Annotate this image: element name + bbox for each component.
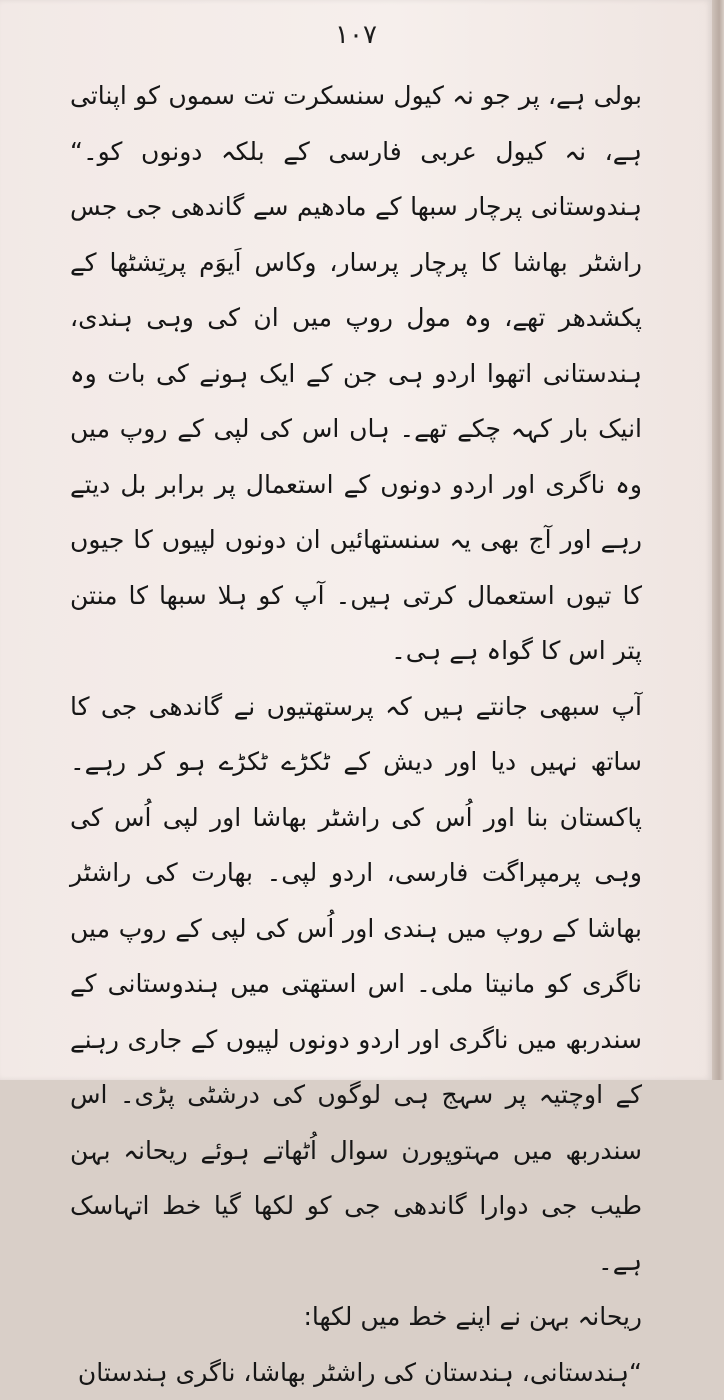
page-number: ۱۰۷ <box>0 20 712 50</box>
paragraph-3: ریحانہ بہن نے اپنے خط میں لکھا: <box>70 1289 642 1345</box>
page-text <box>70 68 642 1400</box>
paragraph-2: آپ سبھی جانتے ہیں کہ پرستھتیوں نے گاندھی جی کا ساتھ نہیں دیا اور دیش کے ٹکڑے ٹکڑے ہو کر رہے۔ پاکستان بنا اور اُس کی راشٹر بھاشا اور لپی اُس کی وہی پرمپراگت فارسی، اردو لپی۔ بھارت کی راشٹر بھاشا کے روپ میں ہندی اور اُس کی لپی کے روپ میں ناگری کو مانیتا ملی۔ اس استھتی میں ہندوستانی کے سندربھ میں ناگری اور اردو دونوں لپیوں کے جاری رہنے کے اوچتیہ پر سہج ہی لوگوں کی درشٹی پڑی۔ اس سندربھ میں مہتوپورن سوال اُٹھاتے ہوئے ریحانہ بہن طیب جی دوارا گاندھی جی کو لکھا گیا خط اتہاسک ہے۔ <box>70 679 642 1290</box>
quote-start: “ہندستانی، ہندستان کی راشٹر بھاشا، ناگری ہندستان <box>70 1345 642 1400</box>
book-spine-edge <box>712 0 724 1080</box>
paragraph-1: بولی ہے، پر جو نہ کیول سنسکرت تت سموں کو اپناتی ہے، نہ کیول عربی فارسی کے بلکہ دونوں کو۔“ ہندوستانی پرچار سبھا کے مادھیم سے گاندھی جی جس راشٹر بھاشا کا پرچار پرسار، وکاس اَیوَم پرتِشٹھا کے پکشدھر تھے، وہ مول روپ میں ان کی وہی ہندی، ہندستانی اتھوا اردو ہی جن کے ایک ہونے کی بات وہ انیک بار کہہ چکے تھے۔ ہاں اس کی لپی کے روپ میں وہ ناگری اور اردو دونوں کے استعمال پر برابر بل دیتے رہے اور آج بھی یہ سنستھائیں ان دونوں لپیوں کا جیوں کا تیوں استعمال کرتی ہیں۔ آپ کو ہلا سبھا کا منتن پتر اس کا گواہ ہے ہی۔ <box>70 68 642 679</box>
